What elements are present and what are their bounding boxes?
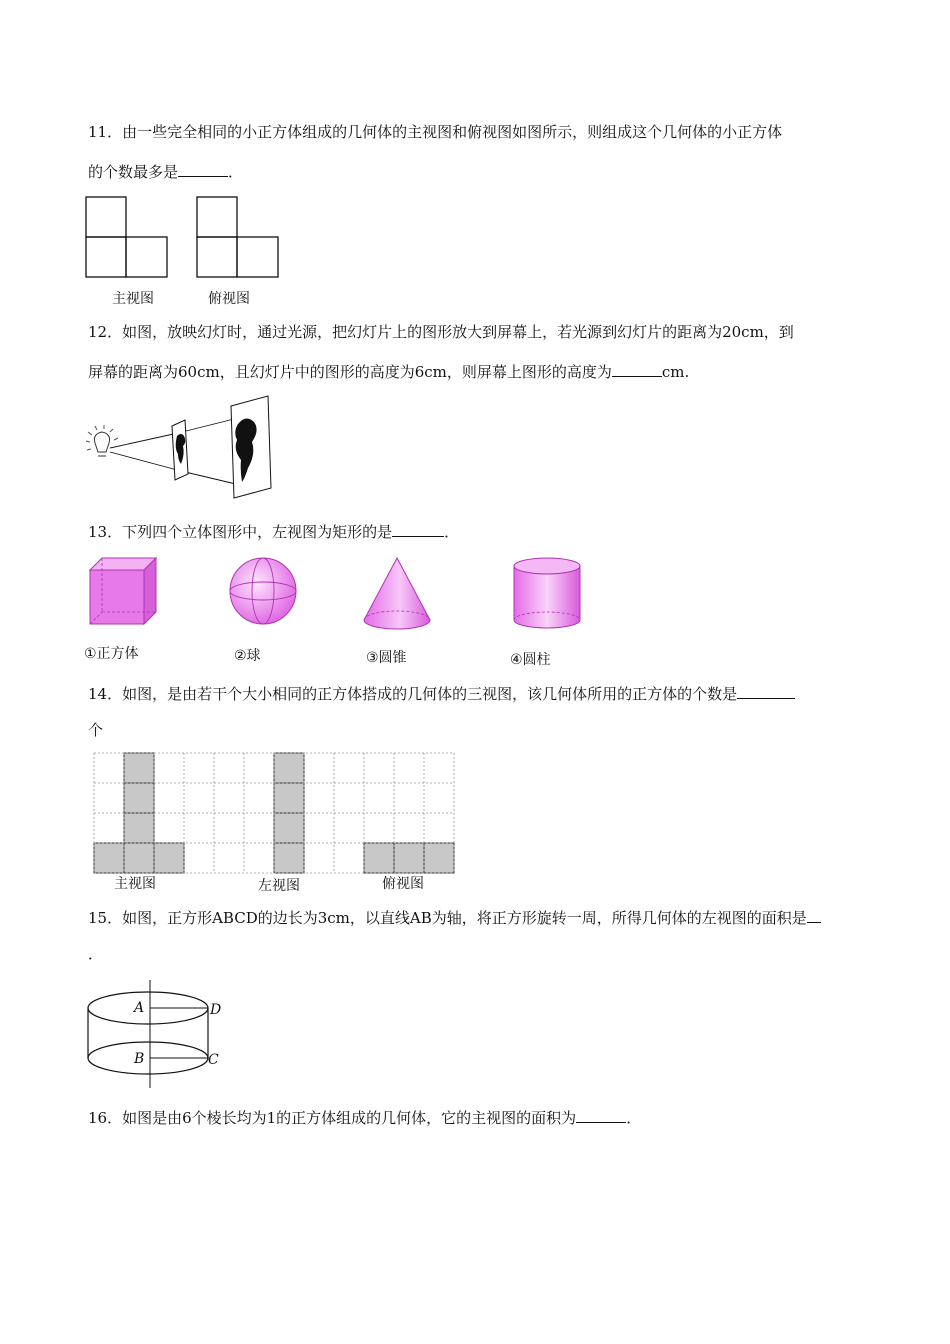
q11-top-view [196,196,280,278]
q13-cone [362,556,432,632]
q11-label-front: 主视图 [112,291,154,307]
q12-stem: 屏幕的距离为60cm，且幻灯片中的图形的高度为6cm，则屏幕上图形的高度为 [88,363,612,381]
q11-text-line1: 11．由一些完全相同的小正方体组成的几何体的主视图和俯视图如图所示，则组成这个几何体的小正方体 [88,123,783,141]
q14-text-line2: 个 [88,721,104,739]
q13-sphere [228,556,298,626]
q13-answer-blank [392,520,444,537]
q14-label-left: 左视图 [258,878,300,894]
q13-text-line1 [88,520,459,542]
point-b-label: B [134,1051,145,1067]
q14-label-front: 主视图 [114,876,156,892]
q13-labels [80,640,600,670]
q16-stem: 16．如图是由6个棱长均为1的正方体组成的几何体，它的主视图的面积为 [88,1109,577,1127]
q15-text-line1 [88,906,821,928]
q11-stem: 的个数最多是 [88,163,179,181]
q11-label-top: 俯视图 [208,291,250,307]
q13-label-cylinder: ④圆柱 [510,652,551,668]
q16-answer-blank [576,1106,626,1123]
q12-projector-diagram [82,394,277,506]
q14-label-top: 俯视图 [382,876,424,892]
q13-label-sphere: ②球 [234,648,261,664]
q15-cylinder-diagram [84,978,234,1090]
q13-stem: 13．下列四个立体图形中，左视图为矩形的是 [88,523,393,541]
q16-text-line1 [88,1106,641,1128]
q12-text-line2 [88,360,689,382]
q11-answer-blank [178,160,228,177]
q14-three-views-grid [92,752,456,874]
q11-labels [100,288,280,308]
point-c-label: C [208,1052,219,1068]
q14-stem: 14．如图，是由若干个大小相同的正方体搭成的几何体的三视图，该几何体所用的正方体的个数是 [88,685,738,703]
q15-answer-blank [807,906,821,923]
q13-end: ． [444,523,460,541]
q13-label-cube: ①正方体 [84,646,139,662]
point-a-label: A [134,1000,145,1016]
point-d-label: D [210,1002,222,1018]
q15-text-line2: ． [88,945,104,963]
q13-label-cone: ③圆锥 [366,650,407,666]
q11-front-view [85,196,169,278]
q14-text-line1 [88,682,795,704]
q11-text-line2 [88,160,243,182]
q16-end: ． [626,1109,642,1127]
q13-cube [88,556,160,628]
q12-end: cm. [661,363,690,381]
q13-cylinder [512,556,582,632]
light-bulb-icon [86,425,118,456]
q14-answer-blank [737,682,795,699]
q15-stem: 15．如图，正方形ABCD的边长为3cm，以直线AB为轴，将正方形旋转一周，所得几何体的左视图的面积是 [88,909,807,927]
q12-answer-blank [612,360,662,377]
q11-end: ． [228,163,244,181]
q12-text-line1: 12．如图，放映幻灯时，通过光源，把幻灯片上的图形放大到屏幕上，若光源到幻灯片的距离为20cm，到 [88,323,794,341]
q14-labels [100,874,460,896]
